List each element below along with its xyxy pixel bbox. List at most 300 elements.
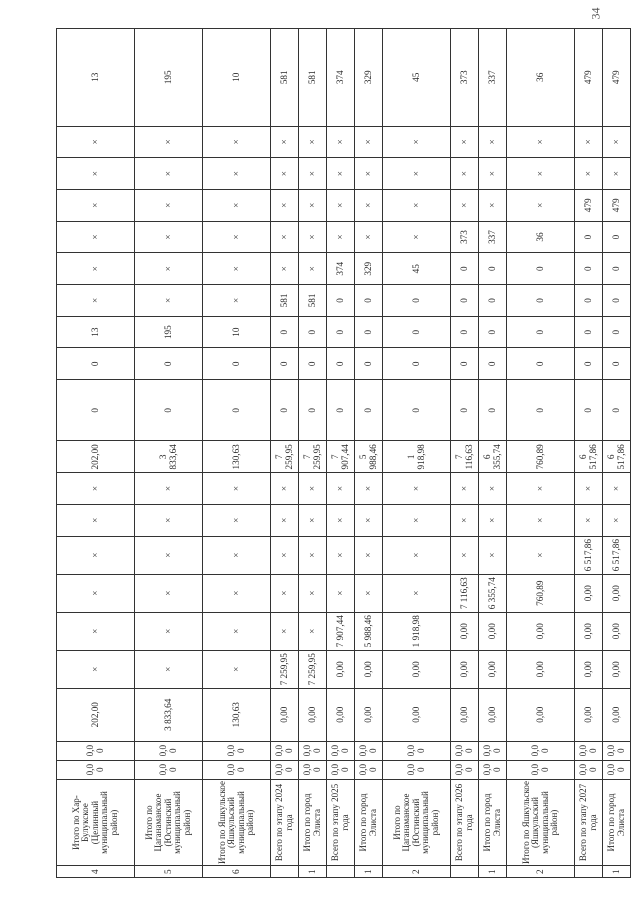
value-cell: 373 <box>451 221 479 253</box>
rotated-page <box>56 28 626 878</box>
value-cell: 0 <box>355 380 383 441</box>
value-cell: × <box>479 189 507 221</box>
value-cell: 0,00 <box>355 650 383 688</box>
value-cell: 337 <box>479 29 507 127</box>
row-number-cell <box>271 866 299 878</box>
value-cell: × <box>135 253 203 285</box>
value-cell: × <box>203 612 271 650</box>
value-cell: × <box>271 158 299 190</box>
row-label-cell: Итого по Хар-Булукское (Целинный муниципальный район) <box>57 779 135 866</box>
value-cell: 13 <box>57 316 135 348</box>
value-cell: 0 <box>507 285 575 317</box>
row-label-cell: Итого по Яшкульское (Яшкульский муниципальный район) <box>203 779 271 866</box>
value-cell: × <box>355 189 383 221</box>
value-cell: × <box>575 473 603 505</box>
value-cell: 373 <box>451 29 479 127</box>
table-row <box>135 29 203 878</box>
value-cell: × <box>327 126 355 158</box>
value-cell: 0,00 <box>575 612 603 650</box>
row-number-cell: 1 <box>355 866 383 878</box>
value-cell: × <box>451 536 479 574</box>
value-cell: 0,00 <box>299 688 327 741</box>
value-cell: 479 <box>575 189 603 221</box>
value-cell: 0,00 <box>603 612 631 650</box>
value-cell: × <box>135 189 203 221</box>
value-cell: × <box>383 504 451 536</box>
value-cell: × <box>299 473 327 505</box>
value-cell: 581 <box>299 285 327 317</box>
value-cell: 6 355,74 <box>479 574 507 612</box>
value-cell: × <box>57 536 135 574</box>
value-cell: 0,00 <box>383 760 451 779</box>
value-cell: × <box>203 189 271 221</box>
value-cell: 479 <box>603 29 631 127</box>
value-cell: × <box>203 473 271 505</box>
value-cell: 0,00 <box>575 741 603 760</box>
value-cell: × <box>383 126 451 158</box>
value-cell: 0,00 <box>575 574 603 612</box>
value-cell: × <box>57 650 135 688</box>
value-cell: 0 <box>575 253 603 285</box>
value-cell: 7 259,95 <box>299 650 327 688</box>
row-number-cell: 1 <box>603 866 631 878</box>
value-cell: × <box>57 285 135 317</box>
value-cell: 329 <box>355 253 383 285</box>
value-cell: 0 <box>575 221 603 253</box>
value-cell: 0 <box>271 380 299 441</box>
row-number-cell: 5 <box>135 866 203 878</box>
value-cell: 581 <box>271 29 299 127</box>
value-cell: × <box>383 536 451 574</box>
value-cell: × <box>299 126 327 158</box>
row-number-cell <box>451 866 479 878</box>
value-cell: × <box>479 504 507 536</box>
value-cell: × <box>299 574 327 612</box>
row-number-cell: 2 <box>383 866 451 878</box>
value-cell: × <box>603 158 631 190</box>
value-cell: × <box>135 612 203 650</box>
value-cell: 0 <box>299 316 327 348</box>
value-cell: 0,00 <box>327 760 355 779</box>
value-cell: × <box>203 221 271 253</box>
value-cell: 45 <box>383 253 451 285</box>
value-cell: 0 <box>299 348 327 380</box>
value-cell: 479 <box>603 189 631 221</box>
value-cell: 202,00 <box>57 688 135 741</box>
value-cell: 0,00 <box>355 688 383 741</box>
value-cell: × <box>507 536 575 574</box>
value-cell: 130,63 <box>203 688 271 741</box>
value-cell: × <box>603 126 631 158</box>
value-cell: 6 517,86 <box>575 536 603 574</box>
value-cell: × <box>479 473 507 505</box>
value-cell: 0 <box>479 348 507 380</box>
value-cell: 0,00 <box>479 612 507 650</box>
value-cell: × <box>327 473 355 505</box>
value-cell: 0,00 <box>383 741 451 760</box>
value-cell: 0,00 <box>327 688 355 741</box>
value-cell: × <box>603 473 631 505</box>
value-cell: 7 259,95 <box>299 441 327 473</box>
value-cell: 329 <box>355 29 383 127</box>
value-cell: × <box>57 126 135 158</box>
value-cell: 0 <box>479 285 507 317</box>
value-cell: × <box>299 504 327 536</box>
value-cell: 760,89 <box>507 441 575 473</box>
table-body <box>57 29 631 878</box>
value-cell: × <box>479 536 507 574</box>
value-cell: 36 <box>507 29 575 127</box>
row-label-cell: Итого по Яшкульское (Яшкульский муниципальный район) <box>507 779 575 866</box>
value-cell: × <box>507 473 575 505</box>
value-cell: 0,00 <box>135 741 203 760</box>
value-cell: 337 <box>479 221 507 253</box>
value-cell: 6 355,74 <box>479 441 507 473</box>
value-cell: × <box>135 221 203 253</box>
value-cell: × <box>203 126 271 158</box>
value-cell: 0 <box>603 221 631 253</box>
value-cell: 0 <box>355 348 383 380</box>
value-cell: 0 <box>383 316 451 348</box>
table-row <box>575 29 603 878</box>
value-cell: 10 <box>203 316 271 348</box>
table-row <box>479 29 507 878</box>
value-cell: × <box>355 126 383 158</box>
value-cell: × <box>327 574 355 612</box>
value-cell: × <box>57 612 135 650</box>
value-cell: × <box>57 158 135 190</box>
value-cell: 45 <box>383 29 451 127</box>
value-cell: × <box>135 126 203 158</box>
value-cell: 0 <box>383 380 451 441</box>
value-cell: × <box>271 612 299 650</box>
value-cell: × <box>135 158 203 190</box>
value-cell: 0 <box>507 253 575 285</box>
value-cell: 0,00 <box>507 688 575 741</box>
value-cell: 0 <box>575 285 603 317</box>
value-cell: 0 <box>451 253 479 285</box>
value-cell: × <box>507 504 575 536</box>
value-cell: × <box>135 574 203 612</box>
value-cell: 0,00 <box>451 650 479 688</box>
value-cell: × <box>299 253 327 285</box>
value-cell: 6 517,86 <box>575 441 603 473</box>
value-cell: × <box>57 473 135 505</box>
table-row <box>299 29 327 878</box>
value-cell: 0,00 <box>299 760 327 779</box>
value-cell: 0,00 <box>135 760 203 779</box>
value-cell: × <box>299 612 327 650</box>
value-cell: 0,00 <box>451 688 479 741</box>
value-cell: × <box>355 158 383 190</box>
value-cell: 5 988,46 <box>355 441 383 473</box>
value-cell: × <box>479 158 507 190</box>
value-cell: 0,00 <box>451 760 479 779</box>
value-cell: × <box>299 158 327 190</box>
value-cell: × <box>507 189 575 221</box>
value-cell: 760,89 <box>507 574 575 612</box>
value-cell: 0,00 <box>355 741 383 760</box>
row-label-cell: Всего по этапу 2024 года <box>271 779 299 866</box>
table-rotator <box>56 28 626 878</box>
value-cell: 0 <box>355 316 383 348</box>
value-cell: 7 259,95 <box>271 650 299 688</box>
table-row <box>507 29 575 878</box>
value-cell: 0,00 <box>271 741 299 760</box>
value-cell: 479 <box>575 29 603 127</box>
value-cell: 0 <box>575 348 603 380</box>
value-cell: 0 <box>479 380 507 441</box>
value-cell: × <box>355 221 383 253</box>
value-cell: 0,00 <box>479 650 507 688</box>
value-cell: 0 <box>603 253 631 285</box>
value-cell: × <box>203 158 271 190</box>
value-cell: 7 116,63 <box>451 441 479 473</box>
value-cell: 0 <box>57 380 135 441</box>
row-label-cell: Всего по этапу 2025 года <box>327 779 355 866</box>
value-cell: 0 <box>507 380 575 441</box>
value-cell: 6 517,86 <box>603 441 631 473</box>
row-number-cell: 2 <box>507 866 575 878</box>
row-number-cell: 6 <box>203 866 271 878</box>
value-cell: × <box>451 189 479 221</box>
value-cell: × <box>271 473 299 505</box>
value-cell: 0 <box>603 285 631 317</box>
page-number: 34 <box>588 7 603 20</box>
value-cell: 1 918,98 <box>383 441 451 473</box>
value-cell: × <box>271 536 299 574</box>
value-cell: × <box>383 221 451 253</box>
value-cell: 0,00 <box>383 650 451 688</box>
value-cell: × <box>299 221 327 253</box>
value-cell: 0 <box>479 316 507 348</box>
value-cell: × <box>135 285 203 317</box>
value-cell: 0 <box>327 380 355 441</box>
value-cell: 0 <box>327 285 355 317</box>
value-cell: 0,00 <box>451 741 479 760</box>
value-cell: × <box>383 574 451 612</box>
value-cell: 130,63 <box>203 441 271 473</box>
row-label-cell: Итого по город Элиста <box>479 779 507 866</box>
value-cell: × <box>575 504 603 536</box>
value-cell: × <box>383 189 451 221</box>
value-cell: × <box>327 189 355 221</box>
value-cell: 7 907,44 <box>327 441 355 473</box>
row-label-cell: Итого по город Элиста <box>355 779 383 866</box>
value-cell: 3 833,64 <box>135 441 203 473</box>
value-cell: 13 <box>57 29 135 127</box>
value-cell: 0 <box>575 380 603 441</box>
value-cell: 0 <box>575 316 603 348</box>
value-cell: 202,00 <box>57 441 135 473</box>
value-cell: × <box>355 536 383 574</box>
value-cell: × <box>271 504 299 536</box>
value-cell: × <box>355 473 383 505</box>
value-cell: 0 <box>271 316 299 348</box>
value-cell: × <box>203 650 271 688</box>
value-cell: × <box>451 126 479 158</box>
value-cell: × <box>383 158 451 190</box>
row-label-cell: Всего по этапу 2026 года <box>451 779 479 866</box>
value-cell: 0 <box>271 348 299 380</box>
value-cell: × <box>135 504 203 536</box>
value-cell: 0 <box>603 348 631 380</box>
value-cell: 0,00 <box>603 650 631 688</box>
value-cell: 0,00 <box>57 741 135 760</box>
value-cell: 0 <box>57 348 135 380</box>
value-cell: × <box>299 189 327 221</box>
value-cell: × <box>57 189 135 221</box>
value-cell: × <box>299 536 327 574</box>
value-cell: × <box>355 504 383 536</box>
value-cell: × <box>57 253 135 285</box>
value-cell: × <box>383 473 451 505</box>
value-cell: 0,00 <box>603 760 631 779</box>
value-cell: 0 <box>451 285 479 317</box>
value-cell: 7 116,63 <box>451 574 479 612</box>
value-cell: 7 907,44 <box>327 612 355 650</box>
value-cell: × <box>135 536 203 574</box>
table-row <box>57 29 135 878</box>
value-cell: 0 <box>327 316 355 348</box>
value-cell: 0,00 <box>507 760 575 779</box>
value-cell: × <box>479 126 507 158</box>
value-cell: 0 <box>451 316 479 348</box>
value-cell: × <box>203 253 271 285</box>
value-cell: 0,00 <box>507 741 575 760</box>
value-cell: 0 <box>383 285 451 317</box>
value-cell: 5 988,46 <box>355 612 383 650</box>
value-cell: × <box>327 504 355 536</box>
value-cell: 0,00 <box>327 650 355 688</box>
table-row <box>203 29 271 878</box>
value-cell: × <box>575 158 603 190</box>
value-cell: × <box>451 473 479 505</box>
value-cell: 0,00 <box>479 688 507 741</box>
value-cell: × <box>271 221 299 253</box>
value-cell: × <box>507 158 575 190</box>
value-cell: 0,00 <box>299 741 327 760</box>
value-cell: × <box>203 285 271 317</box>
value-cell: 581 <box>299 29 327 127</box>
value-cell: 0 <box>299 380 327 441</box>
value-cell: × <box>451 158 479 190</box>
value-cell: × <box>203 504 271 536</box>
value-cell: 0,00 <box>575 688 603 741</box>
table-row <box>355 29 383 878</box>
value-cell: × <box>135 473 203 505</box>
value-cell: 0,00 <box>603 574 631 612</box>
value-cell: 0 <box>451 380 479 441</box>
value-cell: 0,00 <box>479 741 507 760</box>
value-cell: × <box>327 536 355 574</box>
value-cell: 0 <box>135 380 203 441</box>
row-label-cell: Итого по город Элиста <box>299 779 327 866</box>
value-cell: 7 259,95 <box>271 441 299 473</box>
value-cell: 0,00 <box>355 760 383 779</box>
value-cell: 195 <box>135 29 203 127</box>
value-cell: × <box>327 221 355 253</box>
table-row <box>451 29 479 878</box>
value-cell: 0 <box>327 348 355 380</box>
table-row <box>271 29 299 878</box>
value-cell: × <box>203 536 271 574</box>
value-cell: × <box>57 504 135 536</box>
value-cell: 0,00 <box>575 650 603 688</box>
value-cell: 0 <box>203 380 271 441</box>
value-cell: 0,00 <box>507 650 575 688</box>
value-cell: 36 <box>507 221 575 253</box>
table-row <box>383 29 451 878</box>
value-cell: 10 <box>203 29 271 127</box>
value-cell: × <box>271 253 299 285</box>
table-row <box>327 29 355 878</box>
value-cell: 0 <box>135 348 203 380</box>
value-cell: 0,00 <box>383 688 451 741</box>
value-cell: 0 <box>451 348 479 380</box>
value-cell: × <box>507 126 575 158</box>
value-cell: 0 <box>383 348 451 380</box>
value-cell: 0,00 <box>327 741 355 760</box>
value-cell: 195 <box>135 316 203 348</box>
value-cell: 0,00 <box>507 612 575 650</box>
data-table <box>56 28 631 878</box>
row-label-cell: Всего по этапу 2027 года <box>575 779 603 866</box>
value-cell: 581 <box>271 285 299 317</box>
value-cell: 0 <box>507 348 575 380</box>
value-cell: × <box>271 189 299 221</box>
value-cell: 0,00 <box>203 741 271 760</box>
value-cell: 1 918,98 <box>383 612 451 650</box>
value-cell: × <box>271 574 299 612</box>
value-cell: × <box>575 126 603 158</box>
value-cell: 374 <box>327 29 355 127</box>
value-cell: 0,00 <box>57 760 135 779</box>
value-cell: 0,00 <box>203 760 271 779</box>
value-cell: 0 <box>507 316 575 348</box>
row-label-cell: Итого по город Элиста <box>603 779 631 866</box>
table-row <box>603 29 631 878</box>
value-cell: × <box>355 574 383 612</box>
row-number-cell: 1 <box>299 866 327 878</box>
value-cell: 0,00 <box>603 741 631 760</box>
value-cell: × <box>135 650 203 688</box>
value-cell: × <box>603 504 631 536</box>
value-cell: 0,00 <box>479 760 507 779</box>
value-cell: 0 <box>603 316 631 348</box>
value-cell: × <box>327 158 355 190</box>
value-cell: 0 <box>203 348 271 380</box>
value-cell: × <box>271 126 299 158</box>
row-label-cell: Итого по Цаганаманское (Юстинский муниципальный район) <box>135 779 203 866</box>
value-cell: 0,00 <box>603 688 631 741</box>
value-cell: 0 <box>603 380 631 441</box>
value-cell: 0,00 <box>271 688 299 741</box>
row-number-cell: 4 <box>57 866 135 878</box>
value-cell: 0,00 <box>271 760 299 779</box>
value-cell: 0 <box>355 285 383 317</box>
value-cell: 3 833,64 <box>135 688 203 741</box>
value-cell: 374 <box>327 253 355 285</box>
value-cell: × <box>57 221 135 253</box>
value-cell: 0 <box>479 253 507 285</box>
value-cell: 6 517,86 <box>603 536 631 574</box>
value-cell: 0,00 <box>451 612 479 650</box>
value-cell: × <box>203 574 271 612</box>
row-number-cell <box>575 866 603 878</box>
value-cell: × <box>451 504 479 536</box>
row-label-cell: Итого по Цаганаманское (Юстинский муниципальный район) <box>383 779 451 866</box>
